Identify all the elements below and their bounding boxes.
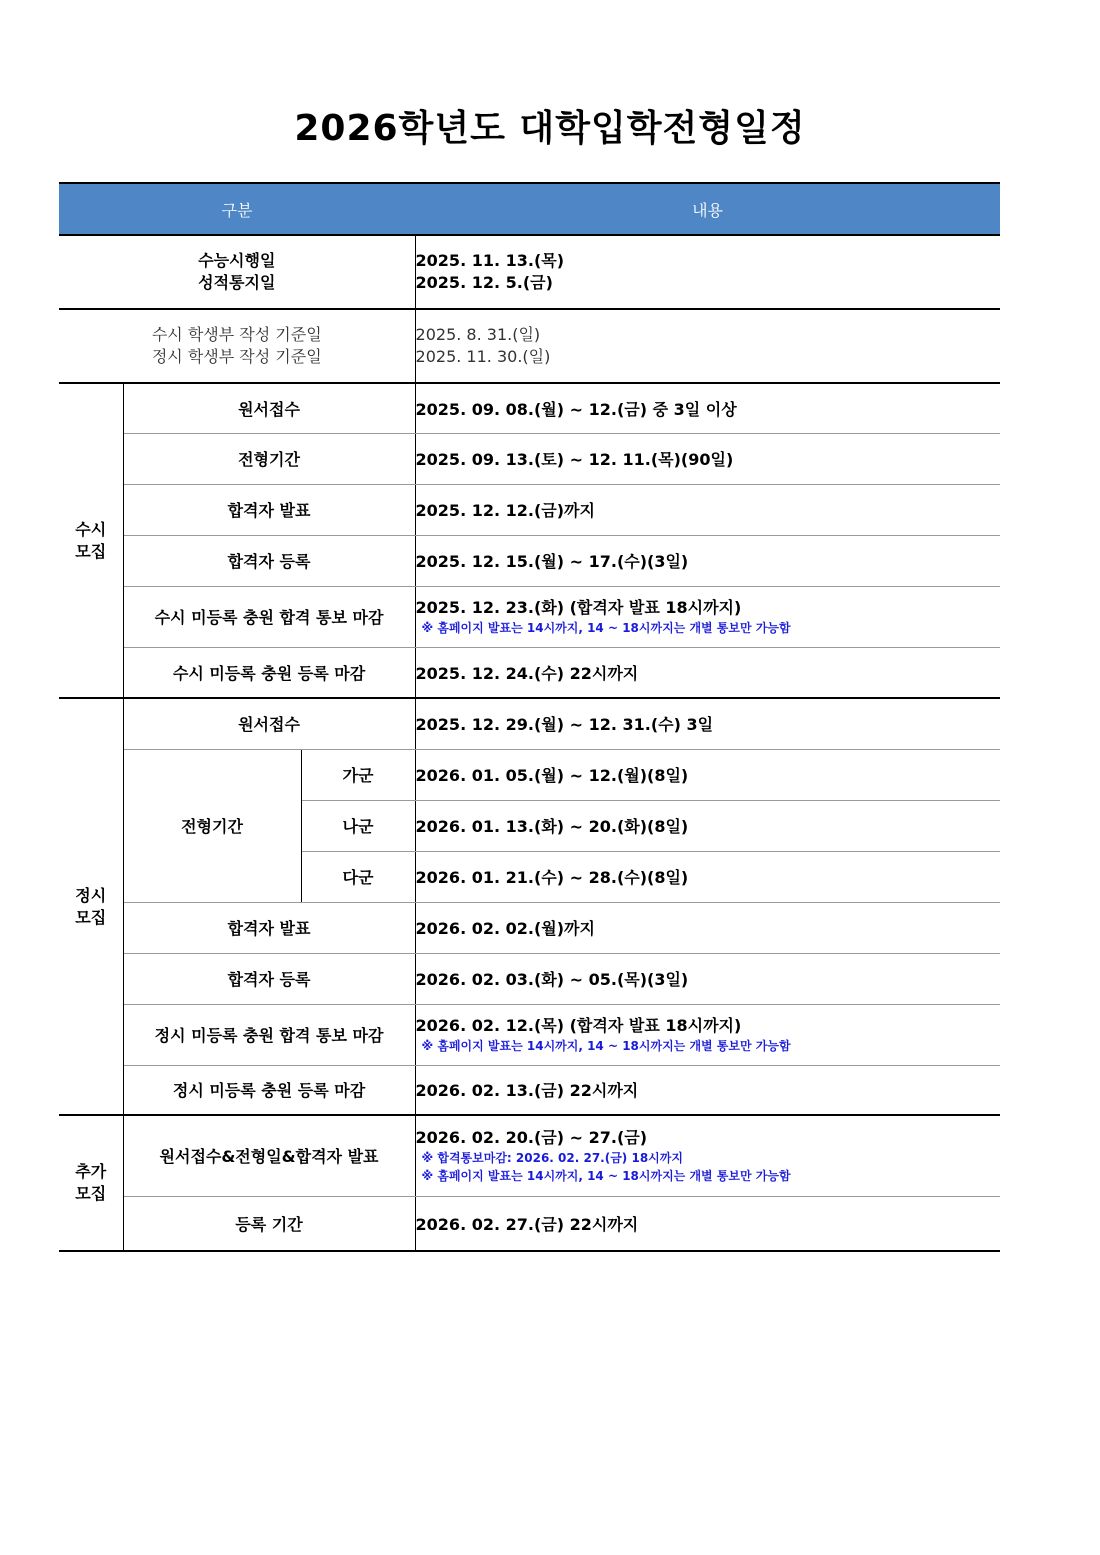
jeongsi-row-value: 2026. 02. 12.(목) (합격자 발표 18시까지) [415, 1015, 742, 1035]
exam-value-cell [415, 235, 1000, 309]
jeongsi-record-value: 2025. 11. 30.(일) [415, 347, 551, 366]
jeongsi-row-label: 정시 미등록 충원 합격 통보 마감 [123, 1004, 415, 1065]
table-row [59, 235, 1000, 309]
susi-row-value: 2025. 12. 15.(월) ~ 17.(수)(3일) [415, 535, 1000, 586]
jeongsi-row-value: 2026. 02. 02.(월)까지 [415, 902, 1000, 953]
jeongsi-record-label: 정시 학생부 작성 기준일 [151, 347, 322, 366]
extra-apply-note-2: ※ 홈페이지 발표는 14시까지, 14 ~ 18시까지는 개별 통보만 가능함 [421, 1168, 791, 1183]
table-row [59, 698, 1000, 749]
jeongsi-period-sub: 다군 [301, 851, 415, 902]
jeongsi-period-sub: 나군 [301, 800, 415, 851]
susi-row-label: 합격자 발표 [123, 484, 415, 535]
susi-row-label: 수시 미등록 충원 합격 통보 마감 [123, 586, 415, 647]
susi-row-label: 합격자 등록 [123, 535, 415, 586]
susi-row-value: 2025. 09. 13.(토) ~ 12. 11.(목)(90일) [415, 433, 1000, 484]
susi-record-label: 수시 학생부 작성 기준일 [151, 325, 322, 344]
jeongsi-row-value: 2026. 02. 13.(금) 22시까지 [415, 1065, 1000, 1115]
extra-apply-value-cell [415, 1115, 1000, 1196]
exam-date-value: 2025. 11. 13.(목) [415, 251, 565, 270]
record-label-cell [59, 309, 415, 383]
extra-group-cell [59, 1115, 123, 1251]
susi-record-value: 2025. 8. 31.(일) [415, 325, 541, 344]
exam-date-label: 수능시행일 [198, 251, 276, 270]
extra-apply-note-1: ※ 합격통보마감: 2026. 02. 27.(금) 18시까지 [421, 1150, 683, 1165]
table-row [59, 433, 1000, 484]
extra-reg-label: 등록 기간 [123, 1196, 415, 1251]
extra-group-label-2: 모집 [75, 1184, 107, 1203]
susi-row-value: 2025. 12. 23.(화) (합격자 발표 18시까지) [415, 597, 742, 617]
table-row [59, 309, 1000, 383]
table-row [59, 1004, 1000, 1065]
record-value-cell [415, 309, 1000, 383]
jeongsi-group-label-2: 모집 [75, 907, 107, 927]
admission-schedule-table [59, 182, 1000, 1252]
table-row [59, 586, 1000, 647]
susi-row-label: 수시 미등록 충원 등록 마감 [123, 647, 415, 698]
table-row [59, 902, 1000, 953]
table-row [59, 953, 1000, 1004]
score-date-value: 2025. 12. 5.(금) [415, 273, 553, 292]
susi-group-cell [59, 383, 123, 698]
susi-group-label-2: 모집 [75, 541, 107, 561]
jeongsi-row-value: 2026. 02. 03.(화) ~ 05.(목)(3일) [415, 953, 1000, 1004]
header-content: 내용 [415, 183, 1000, 235]
susi-row-value: 2025. 12. 12.(금)까지 [415, 484, 1000, 535]
jeongsi-row-note: ※ 홈페이지 발표는 14시까지, 14 ~ 18시까지는 개별 통보만 가능함 [421, 1038, 791, 1053]
table-row [59, 1115, 1000, 1196]
table-row [59, 1196, 1000, 1251]
extra-group-label-1: 추가 [75, 1162, 107, 1181]
jeongsi-period-value: 2026. 01. 13.(화) ~ 20.(화)(8일) [415, 800, 1000, 851]
jeongsi-row-label: 합격자 발표 [123, 902, 415, 953]
extra-apply-label: 원서접수&전형일&합격자 발표 [123, 1115, 415, 1196]
jeongsi-group-label-1: 정시 [75, 885, 107, 905]
jeongsi-period-value: 2026. 01. 05.(월) ~ 12.(월)(8일) [415, 749, 1000, 800]
table-row [59, 1065, 1000, 1115]
susi-row-label: 전형기간 [123, 433, 415, 484]
susi-group-label-1: 수시 [75, 519, 107, 539]
exam-label-cell [59, 235, 415, 309]
jeongsi-period-label: 전형기간 [123, 749, 301, 902]
jeongsi-period-sub: 가군 [301, 749, 415, 800]
jeongsi-row-label: 합격자 등록 [123, 953, 415, 1004]
page-title: 2026학년도 대학입학전형일정 [294, 108, 806, 149]
score-date-label: 성적통지일 [198, 273, 276, 292]
table-row [59, 484, 1000, 535]
jeongsi-group-cell [59, 698, 123, 1115]
extra-apply-value: 2026. 02. 20.(금) ~ 27.(금) [415, 1127, 648, 1147]
jeongsi-apply-label: 원서접수 [123, 698, 415, 749]
table-header-row [59, 183, 1000, 235]
jeongsi-row-value-cell [415, 1004, 1000, 1065]
jeongsi-apply-value: 2025. 12. 29.(월) ~ 12. 31.(수) 3일 [415, 698, 1000, 749]
extra-reg-value: 2026. 02. 27.(금) 22시까지 [415, 1196, 1000, 1251]
susi-row-value: 2025. 09. 08.(월) ~ 12.(금) 중 3일 이상 [415, 383, 1000, 433]
table-row [59, 749, 1000, 800]
table-row [59, 535, 1000, 586]
susi-row-note: ※ 홈페이지 발표는 14시까지, 14 ~ 18시까지는 개별 통보만 가능함 [421, 620, 791, 635]
table-row [59, 647, 1000, 698]
header-category: 구분 [59, 183, 415, 235]
susi-row-label: 원서접수 [123, 383, 415, 433]
susi-row-value: 2025. 12. 24.(수) 22시까지 [415, 647, 1000, 698]
table-row [59, 383, 1000, 433]
susi-row-value-cell [415, 586, 1000, 647]
jeongsi-period-value: 2026. 01. 21.(수) ~ 28.(수)(8일) [415, 851, 1000, 902]
jeongsi-row-label: 정시 미등록 충원 등록 마감 [123, 1065, 415, 1115]
